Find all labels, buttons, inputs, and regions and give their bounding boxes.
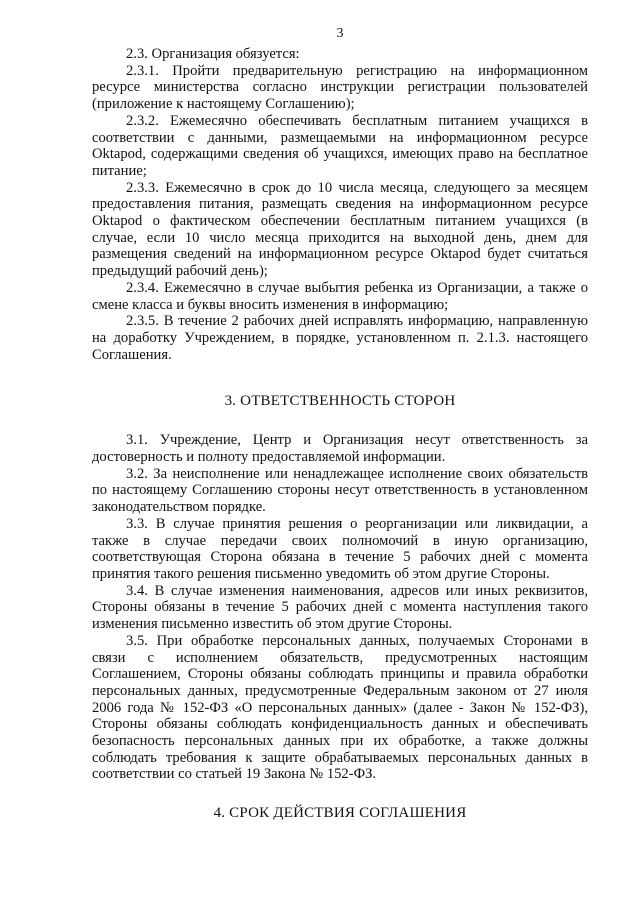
section-heading-responsibility: 3. ОТВЕТСТВЕННОСТЬ СТОРОН: [224, 393, 456, 410]
paragraph-2-3: 2.3. Организация обязуется:: [126, 46, 300, 62]
paragraph-2-3-3: 2.3.3. Ежемесячно в срок до 10 числа месяца, следующего за месяцем предоставления питания, размещать сведения на информационном ресурсе Oktapod о фактическом обеспечении бесплатным питанием учащихся (в случае, если 10 число месяца приходится на выходной день, днем для размещения сведений на информационном ресурсе Oktapod будет считаться предыдущий рабочий день);: [92, 179, 588, 280]
paragraph-2-3-1: 2.3.1. Пройти предварительную регистрацию на информационном ресурсе министерства согласно инструкции регистрации пользователей (приложение к настоящему Соглашению);: [92, 62, 588, 113]
paragraph-3-1: 3.1. Учреждение, Центр и Организация несут ответственность за достоверность и полноту предоставляемой информации.: [92, 432, 588, 466]
section-heading-term: 4. СРОК ДЕЙСТВИЯ СОГЛАШЕНИЯ: [213, 805, 467, 822]
paragraph-3-5: 3.5. При обработке персональных данных, получаемых Сторонами в связи с исполнением обязательств, предусмотренных настоящим Соглашением, Стороны обязаны соблюдать принципы и правила обработки персональных данных, предусмотренные Федеральным законом от 27 июля 2006 года № 152-ФЗ «О персональных данных» (далее - Закон № 152-ФЗ), Стороны обязаны соблюдать конфиденциальность данных и обеспечивать безопасность персональных данных при их обработке, а также должны соблюдать требования к защите обрабатываемых персональных данных в соответствии со статьей 19 Закона № 152-ФЗ.: [92, 632, 588, 783]
paragraph-3-3: 3.3. В случае принятия решения о реорганизации или ликвидации, а также в случае передачи своих полномочий в иную организацию, соответствующая Сторона обязана в течение 5 рабочих дней с момента принятия такого решения письменно уведомить об этом другие Стороны.: [92, 515, 588, 582]
paragraph-2-3-2: 2.3.2. Ежемесячно обеспечивать бесплатным питанием учащихся в соответствии с данными, размещаемыми на информационном ресурсе Oktapod, содержащими сведения об учащихся, имеющих право на бесплатное питание;: [92, 112, 588, 179]
paragraph-3-2: 3.2. За неисполнение или ненадлежащее исполнение своих обязательств по настоящему Соглашению стороны несут ответственность в установленном законодательством порядке.: [92, 465, 588, 516]
paragraph-3-4: 3.4. В случае изменения наименования, адресов или иных реквизитов, Стороны обязаны в течение 5 рабочих дней с момента наступления такого изменения письменно известить об этом другие Стороны.: [92, 582, 588, 633]
page-number: 3: [336, 26, 344, 41]
paragraph-2-3-4: 2.3.4. Ежемесячно в случае выбытия ребенка из Организации, а также о смене класса и буквы вносить изменения в информацию;: [92, 279, 588, 313]
paragraph-2-3-5: 2.3.5. В течение 2 рабочих дней исправлять информацию, направленную на доработку Учреждением, в порядке, установленном п. 2.1.3. настоящего Соглашения.: [92, 313, 588, 363]
